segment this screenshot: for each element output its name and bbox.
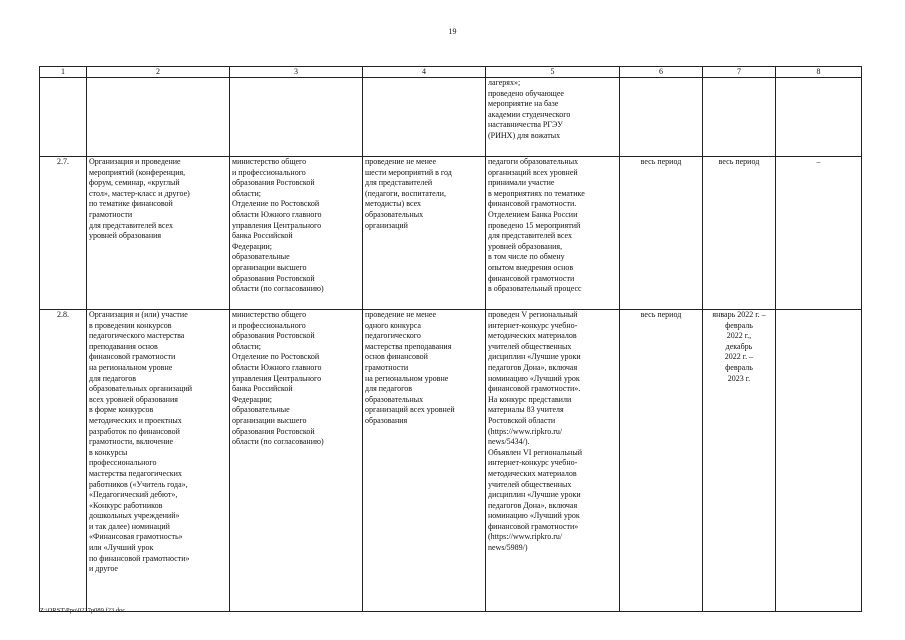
row-number: 2.7. [40, 157, 87, 310]
indicator-cell: проведение не менее одного конкурса педагогического мастерства преподавания основ финансовой грамотности на региональном уровне для педагогов образовательных организаций всех уровней образования [363, 310, 486, 612]
deadline-plan-cell: весь период [620, 157, 703, 310]
deadline-plan-cell [620, 78, 703, 157]
table-row [40, 310, 862, 612]
deadline-fact-cell: весь период [703, 157, 776, 310]
deadline-fact-cell: январь 2022 г. – февраль 2022 г., декабрь 2022 г. – февраль 2023 г. [703, 310, 776, 612]
note-cell: – [776, 157, 862, 310]
note-cell [776, 78, 862, 157]
indicator-cell: проведение не менее шести мероприятий в год для представителей (педагоги, воспитатели, методисты) всех образовательных организаций [363, 157, 486, 310]
column-number: 3 [230, 67, 363, 78]
row-number [40, 78, 87, 157]
column-number: 7 [703, 67, 776, 78]
executor-cell: министерство общего и профессионального образования Ростовской области; Отделение по Ростовской области Южного главного управления Центрального банка Российской Федерации; образовательные организации высшего образования Ростовской области (по согласованию) [230, 310, 363, 612]
activity-cell: Организация и (или) участие в проведении конкурсов педагогического мастерства преподавания основ финансовой грамотности на региональном уровне для педагогов образовательных организаций всех уровней образования в форме конкурсов методических и проектных разработок по финансовой грамотности, включение в конкурсы профессионального мастерства педагогических работников («Учитель года», «Педагогический дебют», «Конкурс работников дошкольных учреждений» и так далее) номинаций «Финансовая грамотность» или «Лучший урок по финансовой грамотности» и другое [87, 310, 230, 612]
activity-cell [87, 78, 230, 157]
column-number-row [40, 67, 862, 78]
result-cell: проведен V региональный интернет-конкурс учебно- методических материалов учителей общественных дисциплин «Лучшие уроки педагогов Дона», включая номинацию «Лучший урок финансовой грамотности». На конкурс представили материалы 83 учителя Ростовской области (https://www.ripkro.ru/ news/5434/). Объявлен VI региональный интернет-конкурс учебно- методических материалов учителей общественных дисциплин «Лучшие уроки педагогов Дона», включая номинацию «Лучший урок финансовой грамотности» (https://www.ripkro.ru/ news/5989/) [486, 310, 620, 612]
activity-cell: Организация и проведение мероприятий (конференция, форум, семинар, «круглый стол», мастер-класс и другое) по тематике финансовой грамотности для представителей всех уровней образования [87, 157, 230, 310]
result-cell: педагоги образовательных организаций всех уровней принимали участие в мероприятиях по тематике финансовой грамотности. Отделением Банка России проведено 15 мероприятий для представителей всех уровней образования, в том числе по обмену опытом внедрения основ финансовой грамотности в образовательный процесс [486, 157, 620, 310]
row-number: 2.8. [40, 310, 87, 612]
executor-cell [230, 78, 363, 157]
column-number: 5 [486, 67, 620, 78]
column-number: 4 [363, 67, 486, 78]
deadline-plan-cell: весь период [620, 310, 703, 612]
table-row [40, 78, 862, 157]
column-number: 8 [776, 67, 862, 78]
executor-cell: министерство общего и профессионального образования Ростовской области; Отделение по Ростовской области Южного главного управления Центрального банка Российской Федерации; образовательные организации высшего образования Ростовской области (по согласованию) [230, 157, 363, 310]
result-cell: лагерях»; проведено обучающее мероприятие на базе академии студенческого наставничества РГЭУ (РИНХ) для вожатых [486, 78, 620, 157]
deadline-fact-cell [703, 78, 776, 157]
note-cell [776, 310, 862, 612]
file-path-footer: Z:\ORST\Ppo\0227p089.f23.doc [40, 607, 126, 614]
column-number: 2 [87, 67, 230, 78]
table-row [40, 157, 862, 310]
column-number: 1 [40, 67, 87, 78]
page-number: 19 [448, 27, 457, 36]
plan-table [39, 66, 862, 612]
column-number: 6 [620, 67, 703, 78]
indicator-cell [363, 78, 486, 157]
